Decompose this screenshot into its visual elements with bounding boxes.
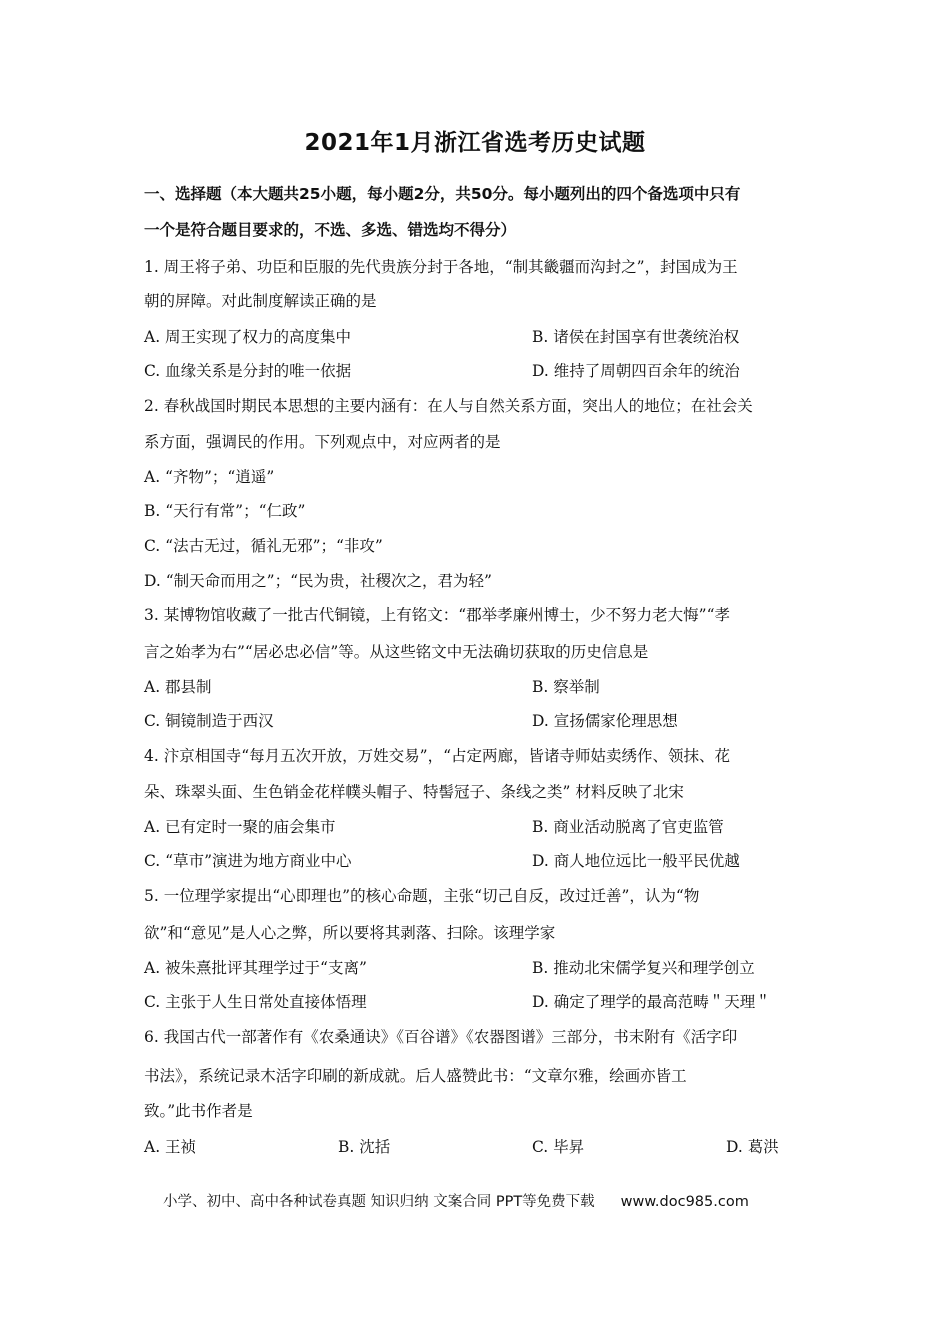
question-3-option-b: B. 察举制 (532, 678, 600, 696)
footer-url-link[interactable]: www.doc985.com (620, 1194, 749, 1210)
question-3-option-d: D. 宣扬儒家伦理思想 (532, 712, 678, 730)
question-3-option-c: C. 铜镜制造于西汉 (144, 712, 274, 730)
question-6-line-1: 6. 我国古代一部著作有《农桑通诀》《百谷谱》《农器图谱》三部分，书末附有《活字印 (144, 1028, 738, 1046)
question-3-option-a: A. 郡县制 (144, 678, 212, 696)
question-1-option-d: D. 维持了周朝四百余年的统治 (532, 362, 740, 380)
question-5-line-2: 欲”和“意见”是人心之弊，所以要将其剥落、扫除。该理学家 (144, 924, 556, 942)
question-1-option-b: B. 诸侯在封国享有世袭统治权 (532, 328, 740, 346)
question-6-line-3: 致。”此书作者是 (144, 1102, 253, 1120)
section-heading-line-2: 一个是符合题目要求的，不选、多选、错选均不得分） (144, 221, 517, 239)
question-5-option-b: B. 推动北宋儒学复兴和理学创立 (532, 959, 755, 977)
question-6-option-a: A. 王祯 (144, 1138, 197, 1156)
section-heading (144, 176, 814, 248)
question-1-line-2: 朝的屏障。对此制度解读正确的是 (144, 292, 377, 310)
question-1-option-a: A. 周王实现了权力的高度集中 (144, 328, 352, 346)
question-4-option-c: C. “草市”演进为地方商业中心 (144, 852, 352, 870)
question-4-option-d: D. 商人地位远比一般平民优越 (532, 852, 740, 870)
question-2-option-c: C. “法古无过，循礼无邪”；“非攻” (144, 537, 383, 555)
question-5-line-1: 5. 一位理学家提出“心即理也”的核心命题，主张“切己自反，改过迁善”，认为“物 (144, 887, 700, 905)
question-6-option-c: C. 毕昇 (532, 1138, 585, 1156)
question-3-line-1: 3. 某博物馆收藏了一批古代铜镜，上有铭文：“郡举孝廉州博士，少不努力老大悔”“孝 (144, 606, 730, 624)
section-heading-line-1: 一、选择题（本大题共25小题，每小题2分，共50分。每小题列出的四个备选项中只有 (144, 185, 741, 203)
question-2-option-b: B. “天行有常”；“仁政” (144, 502, 306, 520)
question-2-line-2: 系方面，强调民的作用。下列观点中，对应两者的是 (144, 433, 501, 451)
page-title: 2021年1月浙江省选考历史试题 (304, 130, 646, 156)
question-4-option-a: A. 已有定时一聚的庙会集市 (144, 818, 336, 836)
question-5-option-c: C. 主张于人生日常处直接体悟理 (144, 993, 367, 1011)
question-1-line-1: 1. 周王将子弟、功臣和臣服的先代贵族分封于各地，“制其畿疆而沟封之”，封国成为王 (144, 258, 738, 276)
footer-text: 小学、初中、高中各种试卷真题 知识归纳 文案合同 PPT等免费下载 (163, 1194, 595, 1210)
question-2-option-d: D. “制天命而用之”；“民为贵，社稷次之，君为轻” (144, 572, 492, 590)
question-6-line-2: 书法》，系统记录木活字印刷的新成就。后人盛赞此书：“文章尔雅，绘画亦皆工 (144, 1067, 687, 1085)
question-5-option-a: A. 被朱熹批评其理学过于“支离” (144, 959, 367, 977)
question-6-option-d: D. 葛洪 (726, 1138, 779, 1156)
question-2-option-a: A. “齐物”；“逍遥” (144, 468, 275, 486)
question-4-line-1: 4. 汴京相国寺“每月五次开放，万姓交易”，“占定两廊，皆诸寺师姑卖绣作、领抹、花 (144, 747, 730, 765)
question-3-line-2: 言之始孝为右”“居必忠必信”等。从这些铭文中无法确切获取的历史信息是 (144, 643, 649, 661)
question-1-option-c: C. 血缘关系是分封的唯一依据 (144, 362, 352, 380)
page-footer (163, 1190, 749, 1211)
question-5-option-d: D. 确定了理学的最高范畴＂天理＂ (532, 993, 771, 1011)
question-4-option-b: B. 商业活动脱离了官吏监管 (532, 818, 724, 836)
question-2-line-1: 2. 春秋战国时期民本思想的主要内涵有：在人与自然关系方面，突出人的地位；在社会关 (144, 397, 753, 415)
question-6-option-b: B. 沈括 (338, 1138, 391, 1156)
question-4-line-2: 朵、珠翠头面、生色销金花样幞头帽子、特髻冠子、条线之类” 材料反映了北宋 (144, 783, 684, 801)
